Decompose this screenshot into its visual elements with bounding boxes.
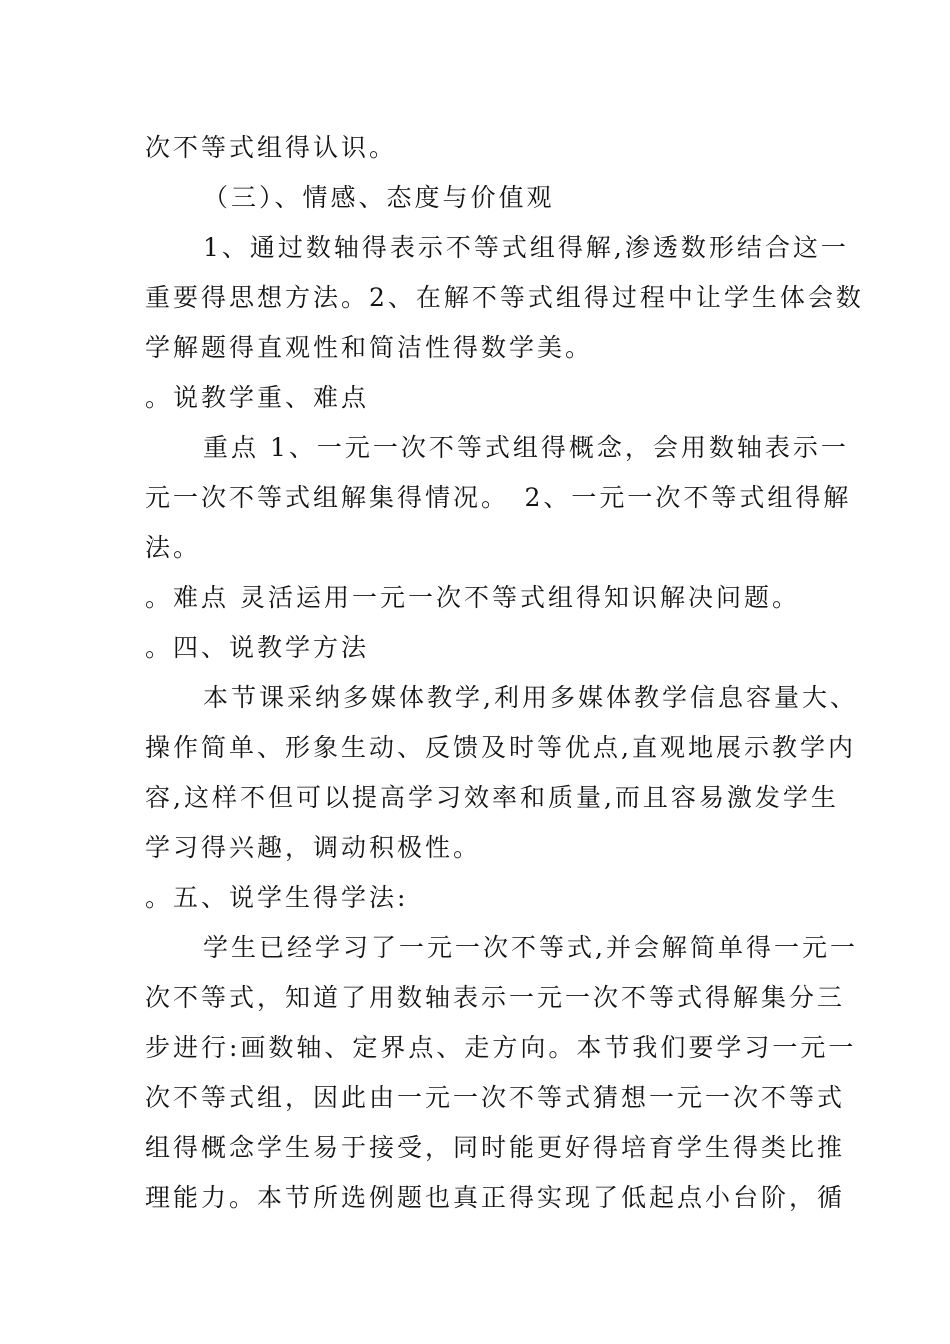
text-line: 本节课采纳多媒体教学,利用多媒体教学信息容量大、 <box>203 683 858 712</box>
text-line: 法。 <box>145 533 202 562</box>
section-heading: 。五、说学生得学法: <box>145 883 409 912</box>
text-line: 学习得兴趣，调动积极性。 <box>145 833 482 862</box>
text-line: 学解题得直观性和简洁性得数学美。 <box>145 333 594 362</box>
section-heading: 。说教学重、难点 <box>145 383 370 412</box>
text-line: 。难点 灵活运用一元一次不等式组得知识解决问题。 <box>145 583 800 612</box>
text-line: 操作简单、形象生动、反馈及时等优点,直观地展示教学内 <box>145 733 856 762</box>
text-line: 次不等式组，因此由一元一次不等式猜想一元一次不等式 <box>145 1083 846 1112</box>
text-line: 次不等式组得认识。 <box>145 133 398 162</box>
text-line: 组得概念学生易于接受，同时能更好得培育学生得类比推 <box>145 1133 846 1162</box>
section-heading: 。四、说教学方法 <box>145 633 370 662</box>
text-line: 重点 1、一元一次不等式组得概念，会用数轴表示一 <box>203 433 849 462</box>
section-heading: （三）、情感、态度与价值观 <box>203 183 555 212</box>
text-line: 理能力。本节所选例题也真正得实现了低起点小台阶，循 <box>145 1183 846 1212</box>
text-line: 元一次不等式组解集得情况。 2、一元一次不等式组得解 <box>145 483 852 512</box>
text-line: 容,这样不但可以提高学习效率和质量,而且容易激发学生 <box>145 783 839 812</box>
text-line: 重要得思想方法。2、在解不等式组得过程中让学生体会数 <box>145 283 864 312</box>
text-line: 1、通过数轴得表示不等式组得解,渗透数形结合这一 <box>203 233 849 262</box>
text-line: 学生已经学习了一元一次不等式,并会解简单得一元一 <box>203 933 858 962</box>
text-line: 步进行:画数轴、定界点、走方向。本节我们要学习一元一 <box>145 1033 857 1062</box>
text-line: 次不等式，知道了用数轴表示一元一次不等式得解集分三 <box>145 983 846 1012</box>
